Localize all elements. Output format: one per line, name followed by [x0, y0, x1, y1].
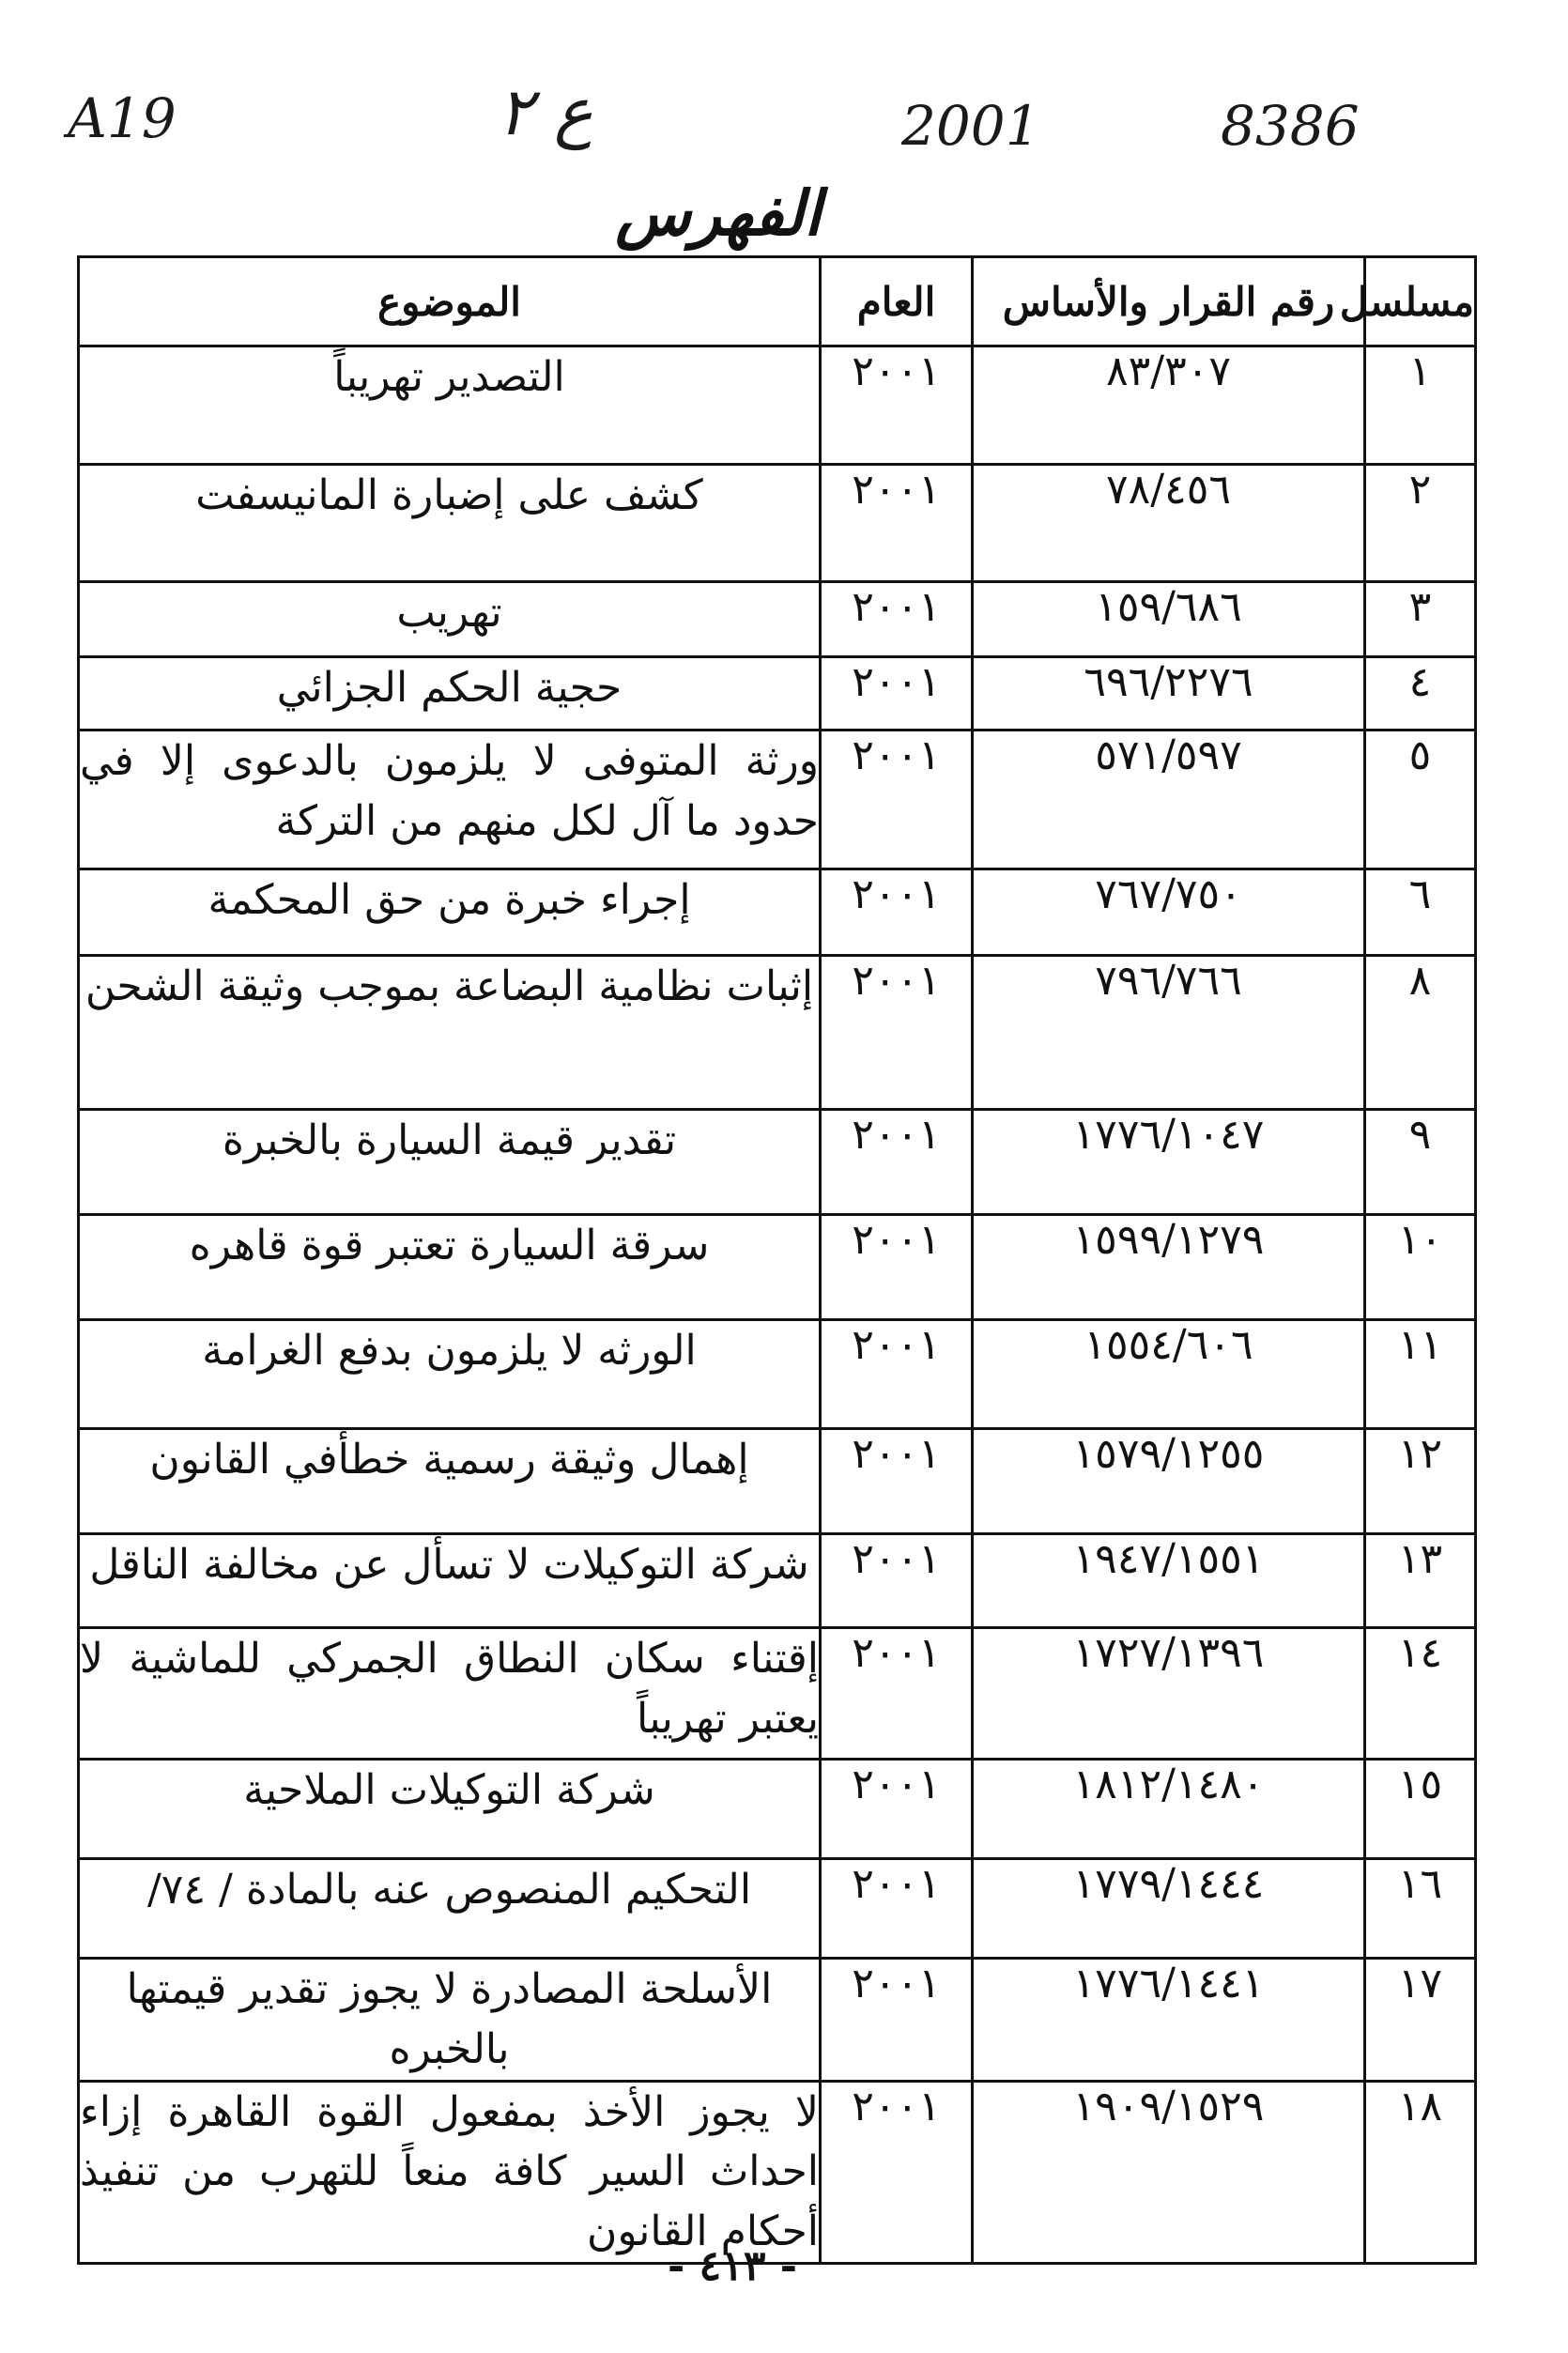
row-topic: كشف على إضبارة المانيسفت: [79, 465, 821, 582]
row-topic: الورثه لا يلزمون بدفع الغرامة: [79, 1320, 821, 1429]
header-year: العام: [821, 257, 973, 346]
page-title: [0, 177, 1568, 250]
row-year: ٢٠٠١: [821, 956, 973, 1110]
table-header-row: [79, 257, 1476, 346]
page-number-text: - ٤١٣ -: [667, 2242, 798, 2290]
row-decision-number: ١٩٠٩/١٥٢٩: [973, 2081, 1365, 2263]
row-topic: إقتناء سكان النطاق الجمركي للماشية لا يعتبر تهريباً: [79, 1628, 821, 1760]
row-year: ٢٠٠١: [821, 1859, 973, 1959]
row-year: ٢٠٠١: [821, 2081, 973, 2263]
header-serial: مسلسل: [1365, 257, 1476, 346]
row-serial: ٢: [1365, 465, 1476, 582]
table-body: [79, 346, 1476, 2264]
page-title-text: الفهرس: [615, 177, 822, 250]
row-serial: ٣: [1365, 582, 1476, 657]
row-topic: إجراء خبرة من حق المحكمة: [79, 869, 821, 956]
row-serial: ٥: [1365, 731, 1476, 869]
row-topic: التحكيم المنصوص عنه بالمادة / ٧٤/: [79, 1859, 821, 1959]
row-year: ٢٠٠١: [821, 582, 973, 657]
row-decision-number: ١٨١٢/١٤٨٠: [973, 1760, 1365, 1859]
row-decision-number: ١٥٩/٦٨٦: [973, 582, 1365, 657]
page-number: [0, 2242, 1568, 2290]
row-year: ٢٠٠١: [821, 657, 973, 731]
table-row: [79, 2081, 1476, 2263]
row-decision-number: ١٥٥٤/٦٠٦: [973, 1320, 1365, 1429]
row-serial: ٩: [1365, 1110, 1476, 1215]
row-serial: ١٣: [1365, 1534, 1476, 1628]
row-decision-number: ١٧٧٦/١٤٤١: [973, 1959, 1365, 2082]
row-year: ٢٠٠١: [821, 1534, 973, 1628]
row-topic: شركة التوكيلات لا تسأل عن مخالفة الناقل: [79, 1534, 821, 1628]
header-decision: رقم القرار والأساس: [973, 257, 1365, 346]
table-row: [79, 1959, 1476, 2082]
row-serial: ٤: [1365, 657, 1476, 731]
row-decision-number: ١٩٤٧/١٥٥١: [973, 1534, 1365, 1628]
table-row: [79, 465, 1476, 582]
index-table: [77, 255, 1477, 2265]
row-serial: ١٤: [1365, 1628, 1476, 1760]
row-decision-number: ٦٩٦/٢٢٧٦: [973, 657, 1365, 731]
row-topic: التصدير تهريباً: [79, 346, 821, 465]
row-topic: إثبات نظامية البضاعة بموجب وثيقة الشحن: [79, 956, 821, 1110]
row-year: ٢٠٠١: [821, 1429, 973, 1534]
row-topic: ورثة المتوفى لا يلزمون بالدعوى إلا في حدود ما آل لكل منهم من التركة: [79, 731, 821, 869]
row-decision-number: ٧٩٦/٧٦٦: [973, 956, 1365, 1110]
table-row: [79, 1534, 1476, 1628]
row-serial: ١٧: [1365, 1959, 1476, 2082]
table-row: [79, 657, 1476, 731]
row-serial: ٦: [1365, 869, 1476, 956]
row-year: ٢٠٠١: [821, 1215, 973, 1320]
table-row: [79, 346, 1476, 465]
table-row: [79, 869, 1476, 956]
table-row: [79, 1320, 1476, 1429]
row-serial: ١٠: [1365, 1215, 1476, 1320]
row-decision-number: ١٧٧٦/١٠٤٧: [973, 1110, 1365, 1215]
row-serial: ١٢: [1365, 1429, 1476, 1534]
row-year: ٢٠٠١: [821, 1959, 973, 2082]
row-decision-number: ٧٨/٤٥٦: [973, 465, 1365, 582]
row-serial: ٨: [1365, 956, 1476, 1110]
row-topic: تهريب: [79, 582, 821, 657]
row-topic: الأسلحة المصادرة لا يجوز تقدير قيمتها بالخبره: [79, 1959, 821, 2082]
row-serial: ١: [1365, 346, 1476, 465]
table-row: [79, 1110, 1476, 1215]
handwritten-note-middle: ع ٢: [498, 73, 593, 150]
row-serial: ١٥: [1365, 1760, 1476, 1859]
row-decision-number: ١٧٢٧/١٣٩٦: [973, 1628, 1365, 1760]
table-row: [79, 1429, 1476, 1534]
table-row: [79, 731, 1476, 869]
row-decision-number: ١٧٧٩/١٤٤٤: [973, 1859, 1365, 1959]
handwritten-note-left: A19: [68, 86, 177, 150]
row-year: ٢٠٠١: [821, 1760, 973, 1859]
row-topic: سرقة السيارة تعتبر قوة قاهره: [79, 1215, 821, 1320]
table-row: [79, 582, 1476, 657]
row-decision-number: ٨٣/٣٠٧: [973, 346, 1365, 465]
row-serial: ١٦: [1365, 1859, 1476, 1959]
row-topic: شركة التوكيلات الملاحية: [79, 1760, 821, 1859]
table-row: [79, 1760, 1476, 1859]
header-topic: الموضوع: [79, 257, 821, 346]
row-topic: حجية الحكم الجزائي: [79, 657, 821, 731]
row-serial: ١١: [1365, 1320, 1476, 1429]
handwritten-note-right: 8386: [1221, 94, 1360, 158]
row-decision-number: ٥٧١/٥٩٧: [973, 731, 1365, 869]
row-decision-number: ١٥٩٩/١٢٧٩: [973, 1215, 1365, 1320]
row-year: ٢٠٠١: [821, 869, 973, 956]
row-year: ٢٠٠١: [821, 1110, 973, 1215]
row-year: ٢٠٠١: [821, 731, 973, 869]
row-decision-number: ٧٦٧/٧٥٠: [973, 869, 1365, 956]
handwritten-note-year: 2001: [901, 94, 1040, 158]
row-decision-number: ١٥٧٩/١٢٥٥: [973, 1429, 1365, 1534]
row-serial: ١٨: [1365, 2081, 1476, 2263]
row-year: ٢٠٠١: [821, 346, 973, 465]
table-row: [79, 1859, 1476, 1959]
table-row: [79, 1628, 1476, 1760]
row-topic: لا يجوز الأخذ بمفعول القوة القاهرة إزاء احداث السير كافة منعاً للتهرب من تنفيذ أحكام القانون: [79, 2081, 821, 2263]
row-topic: تقدير قيمة السيارة بالخبرة: [79, 1110, 821, 1215]
row-year: ٢٠٠١: [821, 465, 973, 582]
table-row: [79, 956, 1476, 1110]
table-row: [79, 1215, 1476, 1320]
row-year: ٢٠٠١: [821, 1628, 973, 1760]
row-year: ٢٠٠١: [821, 1320, 973, 1429]
row-topic: إهمال وثيقة رسمية خطأفي القانون: [79, 1429, 821, 1534]
